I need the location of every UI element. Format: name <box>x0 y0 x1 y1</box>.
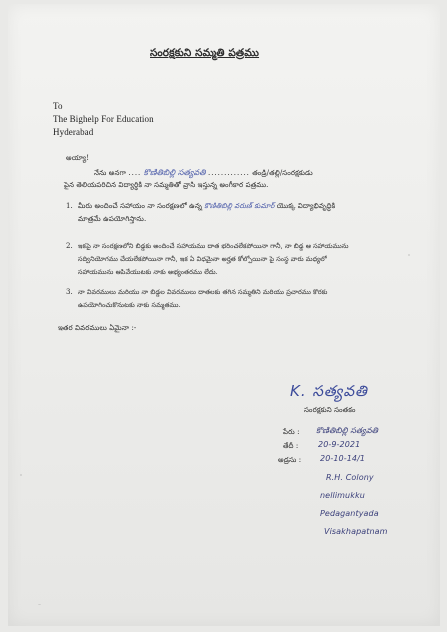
dotted-fill: .... <box>128 169 142 177</box>
address-field-label: అడ్రసు : <box>278 456 302 464</box>
date-field-value: 20-9-2021 <box>318 440 361 449</box>
to-label: To <box>53 101 63 111</box>
other-details-label: ఇతర వివరములు ఏమైనా :- <box>58 324 137 332</box>
intro-prefix: నేను అనగా <box>94 169 127 177</box>
intro-suffix: తండ్రి/తల్లి/సంరక్షకుడు <box>252 169 313 177</box>
salutation: అయ్యా! <box>66 154 90 162</box>
intro-line-2: పైన తెలియపరిచిన విద్యార్థికి నా సమ్మతితో వ్రాసి ఇస్తున్న అంగీకార పత్రము. <box>64 181 269 189</box>
student-name-handwritten: కొణితిబిల్లి వరుణ్ కుమార్ <box>204 202 275 210</box>
organization-city: Hyderabad <box>53 127 94 137</box>
item-1-line-1 <box>78 202 335 212</box>
scan-speck <box>20 474 22 476</box>
item-number-1: 1. <box>66 202 73 210</box>
address-line-4: Visakhapatnam <box>324 527 388 536</box>
item-1-line-2: మాత్రమే ఉపయోగిస్తాను. <box>78 215 147 223</box>
dotted-fill: ............. <box>207 169 250 177</box>
name-field-label: పేరు : <box>283 428 300 436</box>
address-field-value: 20-10-14/1 <box>320 454 366 463</box>
date-field-label: తేదీ : <box>283 442 299 450</box>
item-2-line-3: సహాయమును ఆపివేయుటకు నాకు అభ్యంతరము లేదు. <box>78 268 218 276</box>
item-1-prefix: మీరు అందించే సహాయం నా సంరక్షణలో ఉన్న <box>78 202 202 210</box>
item-number-2: 2. <box>66 242 73 250</box>
document-title: సంరక్షకుని సమ్మతి పత్రము <box>150 47 260 59</box>
scanned-page <box>8 4 440 626</box>
intro-line-1 <box>94 168 313 179</box>
item-3-line-2: ఉపయోగించుకొనుటకు నాకు సమ్మతము. <box>78 301 181 309</box>
signature-caption: సంరక్షకుని సంతకం <box>304 406 356 414</box>
item-1-suffix: యొక్క విద్యాభివృద్ధికి <box>276 202 336 210</box>
address-line-3: Pedagantyada <box>320 509 379 518</box>
guardian-signature: K. సత్యవతి <box>290 382 368 400</box>
organization-name: The Bighelp For Education <box>53 114 154 124</box>
item-2-line-1: ఇకపై నా సంరక్షణలోని బిడ్డకు అందించే సహాయము దాత భరించలేకపోయినా గానీ, నా బిడ్డ ఆ సహాయమును <box>78 242 349 250</box>
address-line-1: R.H. Colony <box>326 473 374 482</box>
address-line-2: nellimukku <box>320 491 365 500</box>
item-3-line-1: నా వివరములు మరియు నా బిడ్డల వివరములు దాతలకు తగిన సమ్మతిని మరియు ప్రచారము కొరకు <box>78 288 328 296</box>
scan-speck <box>408 254 410 256</box>
item-2-line-2: సద్వినియోగము చేయలేకపోయినా గానీ, ఇక ఏ విధమైనా అర్హత కోల్పోయినా పై సంస్థ వారు మధ్యలో <box>78 255 327 263</box>
guardian-name-handwritten: కొణితిబిల్లి సత్యవతి <box>143 168 206 177</box>
scan-speck <box>38 604 41 605</box>
item-number-3: 3. <box>66 288 73 296</box>
name-field-value: కొణితిబిల్లి సత్యవతి <box>316 426 379 435</box>
